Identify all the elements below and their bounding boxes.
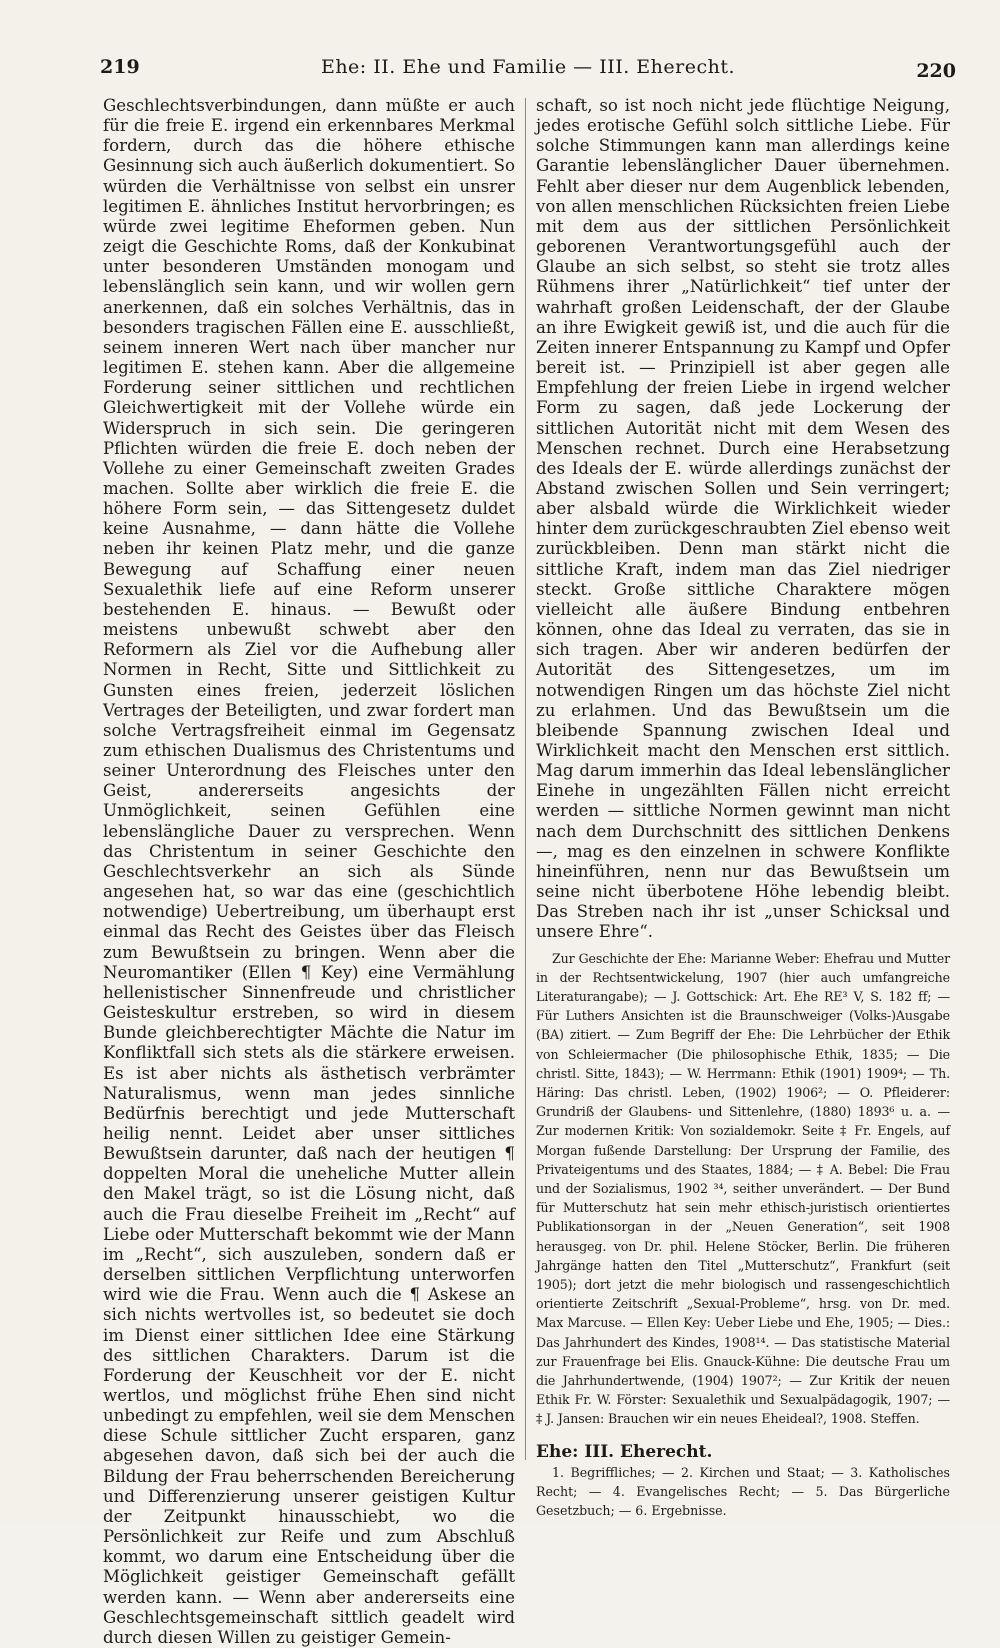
- section-contents: 1. Begriffliches; — 2. Kirchen und Staat; — 3. Katholisches Recht; — 4. Evangelisches Recht; — 5. Das Bürgerliche Gesetzbuch; — 6. Ergebnisse.: [536, 1465, 950, 1519]
- column-divider: [525, 98, 526, 1460]
- running-title: Ehe: II. Ehe und Familie — III. Eherecht.: [320, 56, 736, 78]
- page-number-left: 219: [100, 56, 140, 78]
- page-number-right: 220: [916, 60, 956, 82]
- left-column-text: Geschlechtsverbindungen, dann müßte er auch für die freie E. irgend ein erkennbares Merkmal fordern, durch das die höhere ethische Gesinnung sich auch äußerlich dokumentiert. So würden die Verhältnisse von selbst ein unsrer legitimen E. ähnliches Institut hervorbringen; es würde zwei legitime Eheformen geben. Nun zeigt die Geschichte Roms, daß der Konkubinat unter besonderen Umständen monogam und lebenslänglich sein kann, und wir wollen gern anerkennen, daß ein solches Verhältnis, das in besonders tragischen Fällen eine E. ausschließt, seinem inneren Wert nach über mancher nur legitimen E. stehen kann. Aber die allgemeine Forderung seiner sittlichen und rechtlichen Gleichwertigkeit mit der Vollehe würde ein Widerspruch in sich sein. Die geringeren Pflichten würden die freie E. doch neben der Vollehe zu einer Gemeinschaft zweiten Grades machen. Sollte aber wirklich die freie E. die höhere Form sein, — das Sittengesetz duldet keine Ausnahme, — dann hätte die Vollehe neben ihr keinen Platz mehr, und die ganze Bewegung auf Schaffung einer neuen Sexualethik liefe auf eine Reform unserer bestehenden E. hinaus. — Bewußt oder meistens unbewußt schwebt aber den Reformern als Ziel vor die Aufhebung aller Normen in Recht, Sitte und Sittlichkeit zu Gunsten eines freien, jederzeit löslichen Vertrages der Beteiligten, und zwar fordert man solche Vertragsfreiheit einmal im Gegensatz zum ethischen Dualismus des Christentums und seiner Unterordnung des Fleisches unter den Geist, andererseits angesichts der Unmöglichkeit, seinen Gefühlen eine lebenslängliche Dauer zu versprechen. Wenn das Christentum in seiner Geschichte den Geschlechtsverkehr an sich als Sünde angesehen hat, so war das eine (geschichtlich notwendige) Uebertreibung, um überhaupt erst einmal das Recht des Geistes über das Fleisch zum Bewußtsein zu bringen. Wenn aber die Neuromantiker (Ellen ¶ Key) eine Vermählung hellenistischer Sinnenfreude und christlicher Geisteskultur erstreben, so wird in diesem Bunde gleichberechtigter Mächte die Natur im Konfliktfall sich stets als die stärkere erweisen. Es ist aber nichts als ästhetisch verbrämter Naturalismus, wenn man jedes sinnliche Bedürfnis berechtigt und jede Mutterschaft heilig nennt. Leidet aber unser sittliches Bewußtsein darunter, daß nach der heutigen ¶ doppelten Moral die uneheliche Mutter allein den Makel trägt, so ist die Lösung nicht, daß auch die Frau dieselbe Freiheit im „Recht“ auf Liebe oder Mutterschaft bekommt wie der Mann im „Recht“, sich auszuleben, sondern daß er derselben sittlichen Verpflichtung unterworfen wird wie die Frau. Wenn auch die ¶ Askese an sich nichts wertvolles ist, so bedeutet sie doch im Dienst einer sittlichen Idee eine Stärkung des sittlichen Charakters. Darum ist die Forderung der Keuschheit vor der E. nicht wertlos, und möglichst frühe Ehen sind nicht unbedingt zu empfehlen, weil sie dem Menschen diese Schule sittlicher Zucht ersparen, ganz abgesehen davon, daß sich bei der auch die Bildung der Frau beherrschenden Bereicherung und Differenzierung unserer geistigen Kultur der Zeitpunkt hinausschiebt, wo die Persönlichkeit zur Reife und zum Abschluß kommt, wo darum eine Entscheidung über die Möglichkeit geistiger Gemeinschaft gefällt werden kann. — Wenn aber andererseits eine Geschlechtsgemeinschaft sittlich geadelt wird durch diesen Willen zu geistiger Gemein-: [103, 96, 515, 1647]
- page-header: [100, 56, 956, 86]
- bibliography: Zur Geschichte der Ehe: Marianne Weber: Ehefrau und Mutter in der Rechtsentwickelung, 1907 (hier auch umfangreiche Literaturangabe); — J. Gottschick: Art. Ehe RE³ V, S. 182 ff; — Für Luthers Ansichten ist die Braunschweiger (Volks-)Ausgabe (BA) zitiert. — Zum Begriff der Ehe: Die Lehrbücher der Ethik von Schleiermacher (Die philosophische Ethik, 1835; — Die christl. Sitte, 1843); — W. Herrmann: Ethik (1901) 1909⁴; — Th. Häring: Das christl. Leben, (1902) 1906²; — O. Pfleiderer: Grundriß der Glaubens- und Sittenlehre, (1880) 1893⁶ u. a. — Zur modernen Kritik: Von sozialdemokr. Seite ‡ Fr. Engels, auf Morgan fußende Darstellung: Der Ursprung der Familie, des Privateigentums und des Staates, 1884; — ‡ A. Bebel: Die Frau und der Sozialismus, 1902 ³⁴, seither unverändert. — Der Bund für Mutterschutz hat sein mehr ethisch-juristisch orientiertes Publikationsorgan in der „Neuen Generation“, seit 1908 herausgeg. von Dr. phil. Helene Stöcker, Berlin. Die früheren Jahrgänge hatten den Titel „Mutterschutz“, Frankfurt (seit 1905); dort jetzt die mehr biologisch und rassengeschichtlich orientierte Zeitschrift „Sexual-Probleme“, hrsg. von Dr. med. Max Marcuse. — Ellen Key: Ueber Liebe und Ehe, 1905; — Dies.: Das Jahrhundert des Kindes, 1908¹⁴. — Das statistische Material zur Frauenfrage bei Elis. Gnauck-Kühne: Die deutsche Frau um die Jahrhundertwende, (1904) 1907²; — Zur Kritik der neuen Ethik Fr. W. Förster: Sexualethik und Sexualpädagogik, 1907; — ‡ J. Jansen: Brauchen wir ein neues Eheideal?, 1908. Steffen.: [536, 950, 950, 1427]
- left-column: [103, 96, 515, 1647]
- right-column-text: schaft, so ist noch nicht jede flüchtige Neigung, jedes erotische Gefühl solch sittliche Liebe. Für solche Stimmungen kann man allerdings keine Garantie lebenslänglicher Dauer übernehmen. Fehlt aber dieser nur dem Augenblick lebenden, von allen menschlichen Rücksichten freien Liebe mit dem aus der sittlichen Persönlichkeit geborenen Verantwortungsgefühl auch der Glaube an sich selbst, so steht sie trotz alles Rühmens ihrer „Natürlichkeit“ tief unter der wahrhaft großen Leidenschaft, der der Glaube an ihre Ewigkeit gewiß ist, und die auch für die Zeiten innerer Entspannung zu Kampf und Opfer bereit ist. — Prinzipiell ist aber gegen alle Empfehlung der freien Liebe in irgend welcher Form zu sagen, daß jede Lockerung der sittlichen Autorität nicht mit dem Wesen des Menschen rechnet. Durch eine Herabsetzung des Ideals der E. würde allerdings zunächst der Abstand zwischen Sollen und Sein verringert; aber alsbald würde die Wirklichkeit wieder hinter dem zurückgeschraubten Ziel ebenso weit zurückbleiben. Denn man stärkt nicht die sittliche Kraft, indem man das Ziel niedriger steckt. Große sittliche Charaktere mögen vielleicht alle äußere Bindung entbehren können, ohne das Ideal zu verraten, das sie in sich tragen. Aber wir anderen bedürfen der Autorität des Sittengesetzes, um im notwendigen Ringen um das höchste Ziel nicht zu erlahmen. Und das Bewußtsein um die bleibende Spannung zwischen Ideal und Wirklichkeit macht den Menschen erst sittlich. Mag darum immerhin das Ideal lebenslänglicher Einehe in ungezählten Fällen nicht erreicht werden — sittliche Normen gewinnt man nicht nach dem Durchschnitt des sittlichen Denkens —, mag es den einzelnen in schwere Konflikte hineinführen, nenn nur das Bewußtsein um seine nicht überbotene Höhe lebendig bleibt. Das Streben nach ihr ist „unser Schicksal und unsere Ehre“.: [536, 96, 950, 942]
- right-column: [536, 96, 950, 1519]
- section-title: Ehe: III. Eherecht.: [536, 1442, 713, 1463]
